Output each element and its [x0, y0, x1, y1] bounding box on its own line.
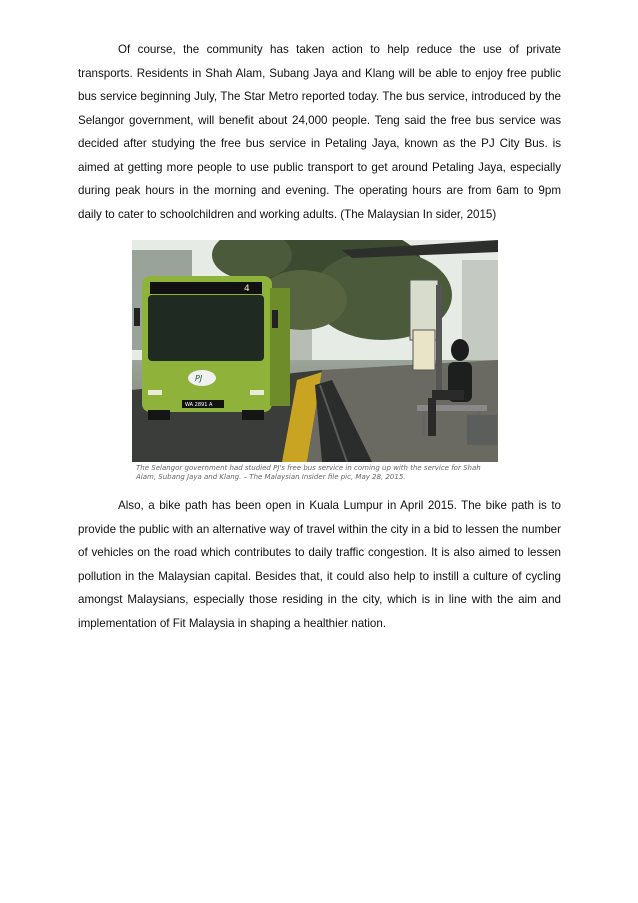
- bus-plate: WA 2891 A: [185, 402, 213, 408]
- photo-caption-area: [132, 462, 498, 484]
- paragraph-free-bus-service: Of course, the community has taken action to help reduce the use of private transports. Residents in Shah Alam, Subang Jaya and Klang will be able to enjoy free public bus service beginning July, The Star Metro reported today. The bus service, introduced by the Selangor government, will benefit about 24,000 people. Teng said the free bus service was decided after studying the free bus service in Petaling Jaya, known as the PJ City Bus. is aimed at getting more people to use public transport to get around Petaling Jaya, especially during peak hours in the morning and evening. The operating hours are from 6am to 9pm daily to cater to schoolchildren and working adults. (The Malaysian In sider, 2015): [78, 43, 561, 221]
- paragraph-bike-path: Also, a bike path has been open in Kuala Lumpur in April 2015. The bike path is to provide the public with an alternative way of travel within the city in a bid to lessen the number of vehicles on the road which contributes to daily traffic congestion. It is also aimed to lessen pollution in the Malaysian capital. Besides that, it could also help to instill a culture of cycling amongst Malaysians, especially those residing in the city, which is in line with the aim and implementation of Fit Malaysia in shaping a healthier nation.: [78, 499, 561, 630]
- bus-logo-text: PJ: [195, 374, 203, 383]
- bus-route-number: 4: [244, 284, 250, 294]
- news-photo-figure: [132, 240, 498, 484]
- bus-stop-photo: [132, 240, 498, 462]
- photo-caption: The Selangor government had studied PJ's free bus service in coming up with the service for Shah Alam, Subang Jaya and Klang. – The Malaysian Insider file pic, May 28, 2015.: [136, 464, 481, 481]
